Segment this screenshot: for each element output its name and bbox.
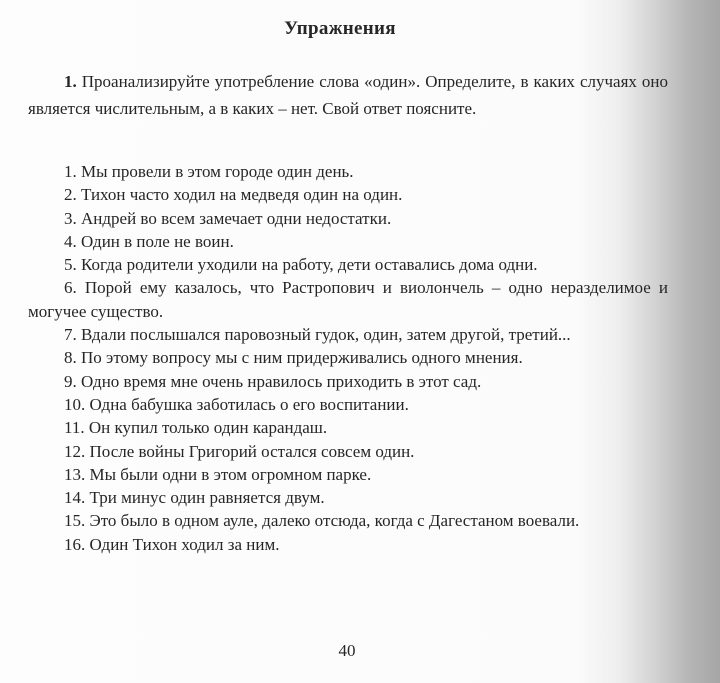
exercise-item-12: 12. После войны Григорий остался совсем один.	[64, 441, 415, 461]
exercise-item-14: 14. Три минус один равняется двум.	[64, 488, 325, 508]
exercise-item-9: 9. Одно время мне очень нравилось приходить в этот сад.	[64, 371, 482, 391]
exercise-item-1: 1. Мы провели в этом городе один день.	[64, 162, 354, 181]
page-title: Упражнения	[284, 18, 396, 39]
exercise-item-13: 13. Мы были одни в этом огромном парке.	[64, 464, 372, 484]
exercise-item-16: 16. Один Тихон ходил за ним.	[64, 534, 280, 554]
exercise-item-7: 7. Вдали послышался паровозный гудок, один, затем другой, третий...	[64, 325, 571, 345]
task-text: Проанализируйте употребление слова «один». Определите, в каких случаях оно является числительным, а в каких – нет. Свой ответ поясните.	[28, 72, 669, 118]
task-instruction	[28, 68, 668, 122]
exercise-item-4: 4. Один в поле не воин.	[64, 231, 234, 251]
exercise-list	[28, 160, 668, 556]
exercise-item-6: 6. Порой ему казалось, что Растропович и виолончель – одно неразделимое и могучее существо.	[28, 278, 668, 321]
exercise-item-3: 3. Андрей во всем замечает одни недостатки.	[64, 208, 392, 228]
exercise-item-8: 8. По этому вопросу мы с ним придерживались одного мнения.	[64, 348, 523, 368]
exercise-item-15: 15. Это было в одном ауле, далеко отсюда, когда с Дагестаном воевали.	[64, 511, 580, 531]
exercise-item-5: 5. Когда родители уходили на работу, дети оставались дома одни.	[64, 255, 538, 275]
exercise-item-11: 11. Он купил только один карандаш.	[64, 418, 328, 438]
exercise-item-10: 10. Одна бабушка заботилась о его воспитании.	[64, 394, 409, 414]
task-number: 1.	[64, 72, 77, 91]
page-number: 40	[338, 641, 356, 660]
exercise-item-2: 2. Тихон часто ходил на медведя один на один.	[64, 185, 403, 205]
